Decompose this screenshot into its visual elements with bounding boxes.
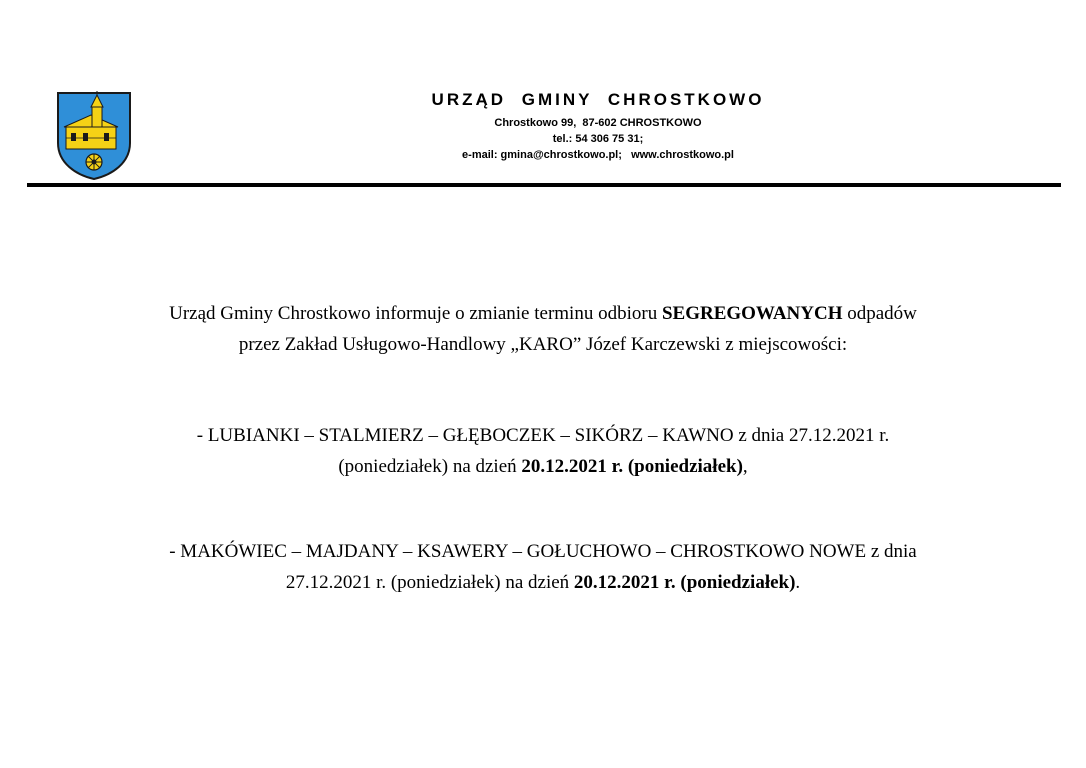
coat-of-arms-church-icon [56, 91, 132, 181]
intro-text: Urząd Gminy Chrostkowo informuje o zmianie terminu odbioru [169, 303, 662, 324]
letterhead [300, 88, 896, 163]
schedule-2-line-1: - MAKÓWIEC – MAJDANY – KSAWERY – GOŁUCHOWO – CHROSTKOWO NOWE z dnia [169, 541, 917, 562]
header-divider [27, 183, 1061, 187]
schedule-2-new-date: 20.12.2021 r. (poniedziałek) [573, 572, 796, 593]
schedule-1-line-1: - LUBIANKI – STALMIERZ – GŁĘBOCZEK – SIKÓRZ – KAWNO z dnia 27.12.2021 r. [196, 425, 890, 446]
schedule-change-1 [0, 420, 1086, 482]
schedule-2-line-2 [0, 567, 1086, 598]
intro-line-2: przez Zakład Usługowo-Handlowy „KARO” Józef Karczewski z miejscowości: [238, 334, 848, 355]
office-title: URZĄD GMINY CHROSTKOWO [431, 90, 765, 109]
office-contact: e-mail: gmina@chrostkowo.pl; www.chrostkowo.pl [462, 149, 734, 161]
office-address: Chrostkowo 99, 87-602 CHROSTKOWO [494, 117, 702, 129]
announcement-intro [0, 298, 1086, 360]
schedule-2-text: 27.12.2021 r. (poniedziałek) na dzień [285, 572, 574, 593]
schedule-change-2 [0, 536, 1086, 598]
schedule-1-line-2 [0, 451, 1086, 482]
intro-bold: SEGREGOWANYCH [661, 303, 843, 324]
schedule-1-text: (poniedziałek) na dzień [338, 456, 522, 477]
schedule-2-punct: . [795, 572, 801, 593]
intro-line-1 [0, 298, 1086, 329]
office-phone: tel.: 54 306 75 31; [552, 133, 644, 145]
schedule-1-new-date: 20.12.2021 r. (poniedziałek) [521, 456, 743, 477]
intro-text-end: odpadów [842, 303, 917, 324]
schedule-1-punct: , [742, 456, 748, 477]
